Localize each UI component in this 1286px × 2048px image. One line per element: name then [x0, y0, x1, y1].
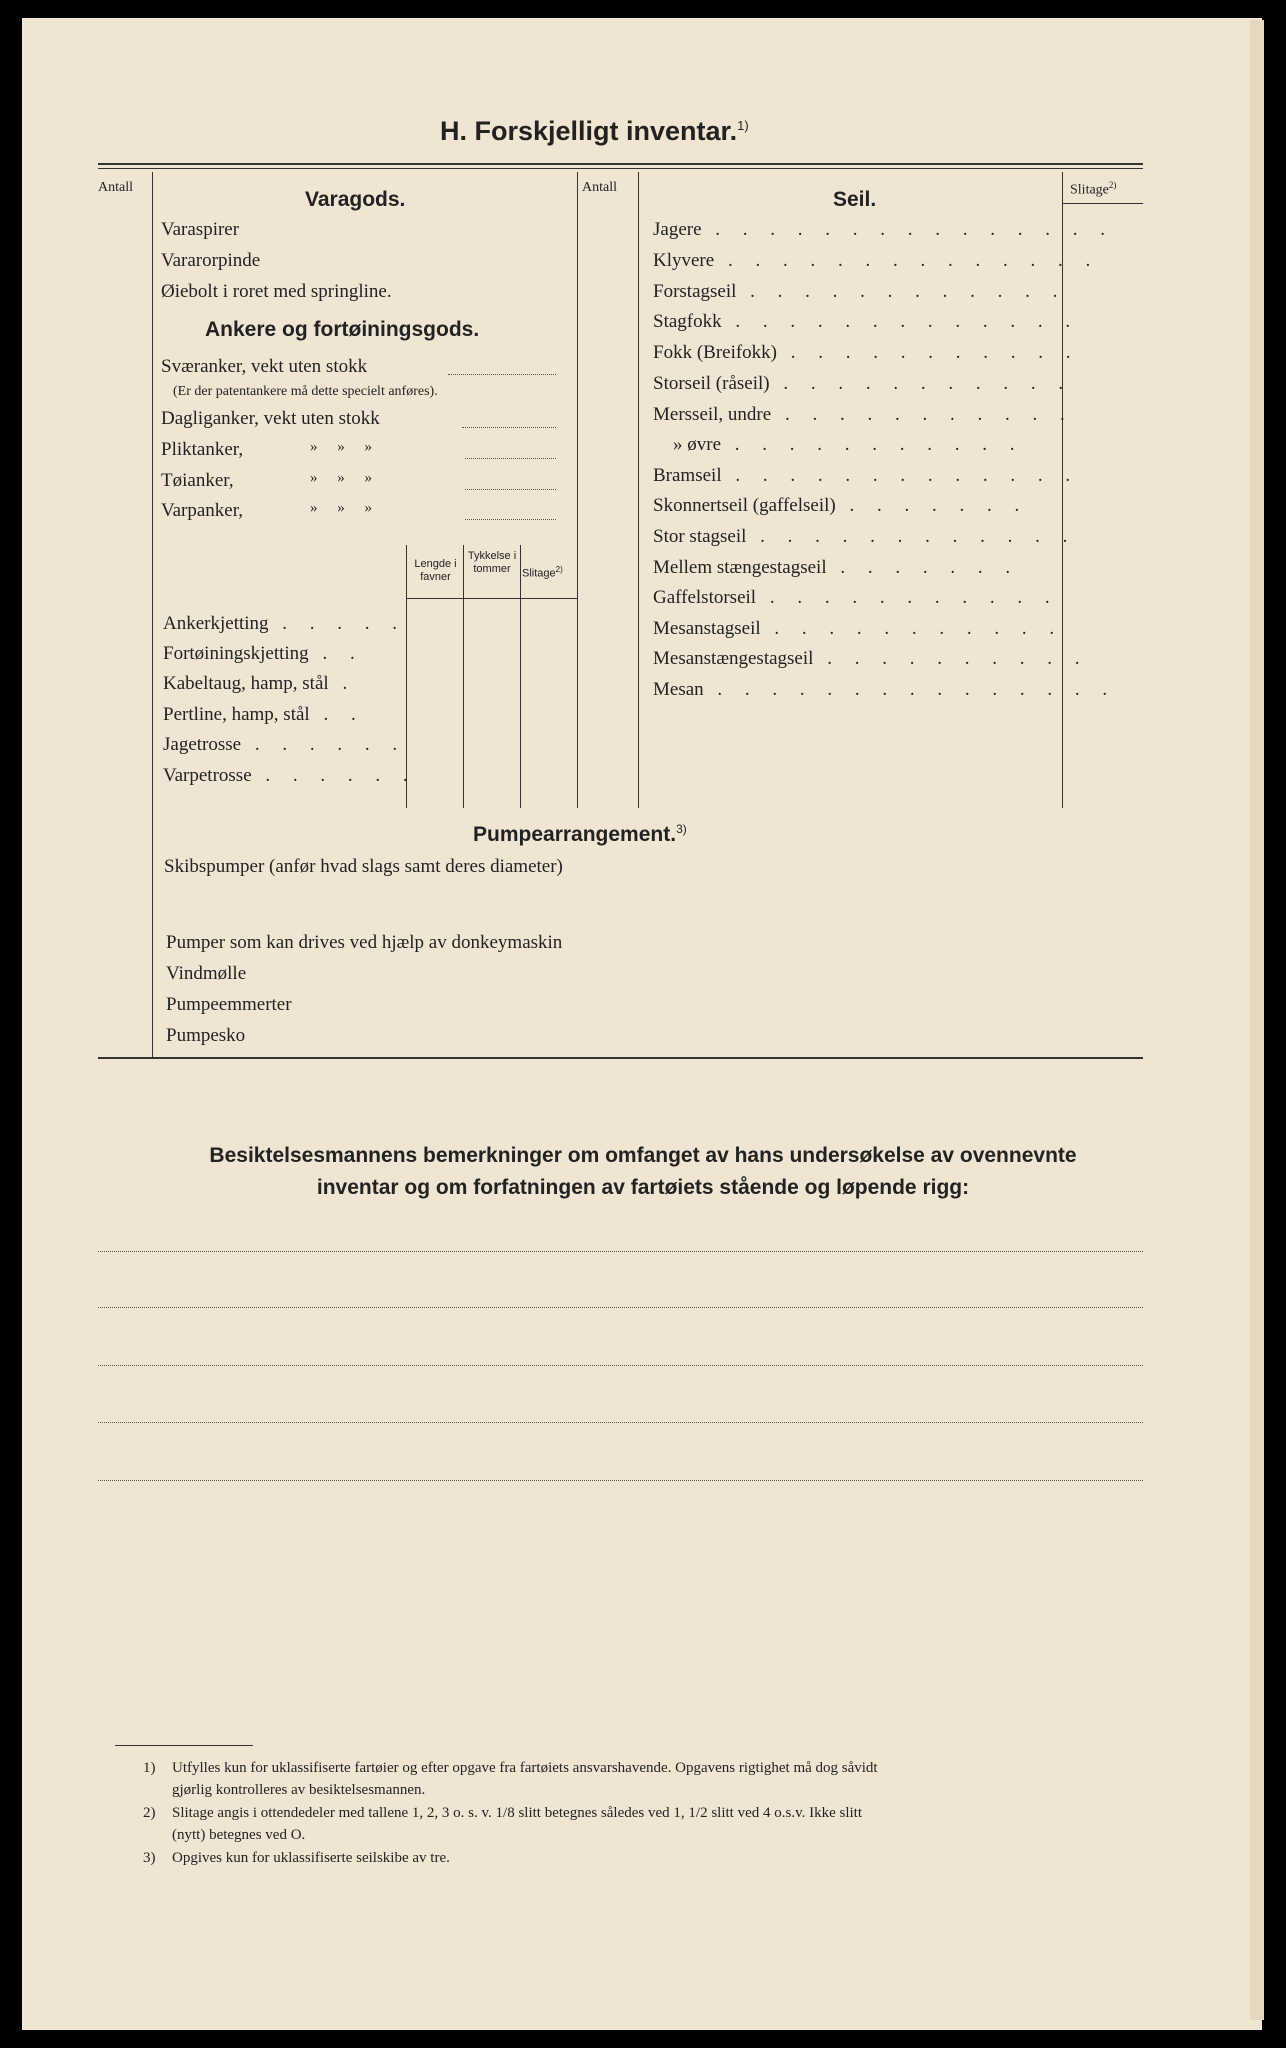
ankere-heading: Ankere og fortøiningsgods.: [205, 318, 480, 341]
fill-line: [465, 458, 556, 459]
col-header-lengde: Lengde i favner: [414, 558, 457, 583]
remarks-line: [98, 1307, 1143, 1308]
slitage-label: Slitage$^{2)}$: [1070, 180, 1117, 198]
ditto-marks: » » »: [310, 439, 372, 455]
seil-item: Stor stagseil . . . . . . . . . . . .: [653, 526, 1077, 547]
fill-line: [465, 519, 556, 520]
remarks-line: [98, 1422, 1143, 1423]
seil-item: Storseil (råseil) . . . . . . . . . . .: [653, 373, 1073, 394]
seil-item: Mesanstængestagseil . . . . . . . . . .: [653, 648, 1089, 669]
footnote-text: (nytt) betegnes ved O.: [172, 1827, 306, 1843]
antall-label-left: Antall: [98, 180, 133, 195]
pumpe-item: Vindmølle: [166, 963, 247, 984]
seil-item: Gaffelstorseil . . . . . . . . . . .: [653, 587, 1059, 608]
seil-item: Fokk (Breifokk) . . . . . . . . . . .: [653, 342, 1080, 363]
fill-line: [465, 489, 556, 490]
footnote-number: 2): [143, 1805, 156, 1821]
seil-item: Bramseil . . . . . . . . . . . . .: [653, 465, 1080, 486]
seil-item: Mersseil, undre . . . . . . . . . . .: [653, 404, 1074, 425]
pumpe-item: Pumper som kan drives ved hjælp av donkeymaskin: [166, 932, 563, 953]
ankere-item: Dagliganker, vekt uten stokk: [161, 408, 380, 429]
top-rule: [98, 163, 1143, 165]
remarks-heading: Besiktelsesmannens bemerkninger om omfanget av hans undersøkelse av ovennevnte inventar og om forfatningen av fartøiets stående og løpende rigg:: [209, 1144, 1077, 1199]
seil-heading: Seil.: [833, 188, 877, 211]
col-divider-antall: [152, 172, 153, 1057]
kjetting-item: Varpetrosse . . . . . .: [163, 765, 417, 786]
remarks-line: [98, 1251, 1143, 1252]
ankere-note: (Er der patentankere må dette specielt anføres).: [173, 384, 438, 399]
remarks-line: [98, 1480, 1143, 1481]
seil-item: » øvre . . . . . . . . . . .: [673, 434, 1024, 455]
col-divider-mid: [577, 172, 578, 808]
varagods-heading: Varagods.: [305, 188, 406, 211]
footnote-number: 3): [143, 1850, 156, 1866]
seil-item: Mellem stængestagseil . . . . . . .: [653, 557, 1020, 578]
pumpe-item: Skibspumper (anfør hvad slags samt deres diameter): [164, 856, 563, 877]
varagods-item: Varaspirer: [161, 219, 240, 240]
seil-item: Stagfokk . . . . . . . . . . . . .: [653, 311, 1080, 332]
col-divider-seil: [638, 172, 639, 808]
pumpe-heading: Pumpearrangement.$^{3)}$: [473, 822, 687, 846]
kjetting-item: Fortøiningskjetting . .: [163, 643, 364, 664]
top-rule-thin: [98, 168, 1143, 169]
antall-label-right: Antall: [582, 180, 617, 195]
ditto-marks: » » »: [310, 500, 372, 516]
ankere-item: Tøianker,: [161, 470, 234, 491]
remarks-line: [98, 1365, 1143, 1366]
kjetting-item: Jagetrosse . . . . . .: [163, 734, 407, 755]
kjetting-item: Ankerkjetting . . . . .: [163, 613, 407, 634]
footnote-number: 1): [143, 1760, 156, 1776]
kjetting-item: Pertline, hamp, stål . .: [163, 704, 365, 725]
col-header-tykkelse: Tykkelse i tommer: [467, 550, 517, 575]
seil-item: Mesanstagseil . . . . . . . . . . .: [653, 618, 1064, 639]
paper-edge: [1250, 20, 1264, 2020]
varagods-item: Vararorpinde: [161, 250, 261, 271]
ditto-marks: » » »: [310, 470, 372, 486]
seil-item: Mesan . . . . . . . . . . . . . . .: [653, 679, 1117, 700]
kjetting-item: Kabeltaug, hamp, stål .: [163, 673, 357, 694]
fill-line: [462, 427, 556, 428]
slitage-underline: [1062, 203, 1143, 204]
varagods-item: Øiebolt i roret med springline.: [161, 281, 392, 302]
seil-item: Klyvere . . . . . . . . . . . . . .: [653, 250, 1100, 271]
ankere-item: Sværanker, vekt uten stokk: [161, 356, 368, 377]
subheader-rule: [406, 598, 577, 599]
subcol-divider: [463, 545, 464, 808]
ankere-item: Varpanker,: [161, 500, 244, 521]
seil-item: Skonnertseil (gaffelseil) . . . . . . .: [653, 495, 1029, 516]
pumpe-item: Pumpesko: [166, 1025, 246, 1046]
table-bottom-rule: [98, 1057, 1143, 1059]
ankere-item: Pliktanker,: [161, 439, 244, 460]
footnote-text: Opgives kun for uklassifiserte seilskibe av tre.: [172, 1850, 450, 1866]
col-header-slitage: Slitage$^{2)}$: [522, 565, 563, 580]
footnote-text: Slitage angis i ottendedeler med tallene 1, 2, 3 o. s. v. 1/8 slitt betegnes således ved 1, 1/2 slitt ved 4 o.s.v. Ikke slitt: [172, 1805, 863, 1821]
footnote-text: gjørlig kontrolleres av besiktelsesmannen.: [172, 1782, 426, 1798]
seil-item: Jagere . . . . . . . . . . . . . . .: [653, 219, 1115, 240]
page-title: H. Forskjelligt inventar.$^{1)}$: [440, 116, 749, 146]
fill-line: [448, 374, 556, 375]
pumpe-item: Pumpeemmerter: [166, 994, 292, 1015]
seil-item: Forstagseil . . . . . . . . . . . .: [653, 281, 1067, 302]
subcol-divider: [520, 545, 521, 808]
footnote-text: Utfylles kun for uklassifiserte fartøier og efter opgave fra fartøiets ansvarshavende. Opgavens rigtighet må dog såvidt: [172, 1760, 878, 1776]
footnote-rule: [115, 1745, 253, 1746]
